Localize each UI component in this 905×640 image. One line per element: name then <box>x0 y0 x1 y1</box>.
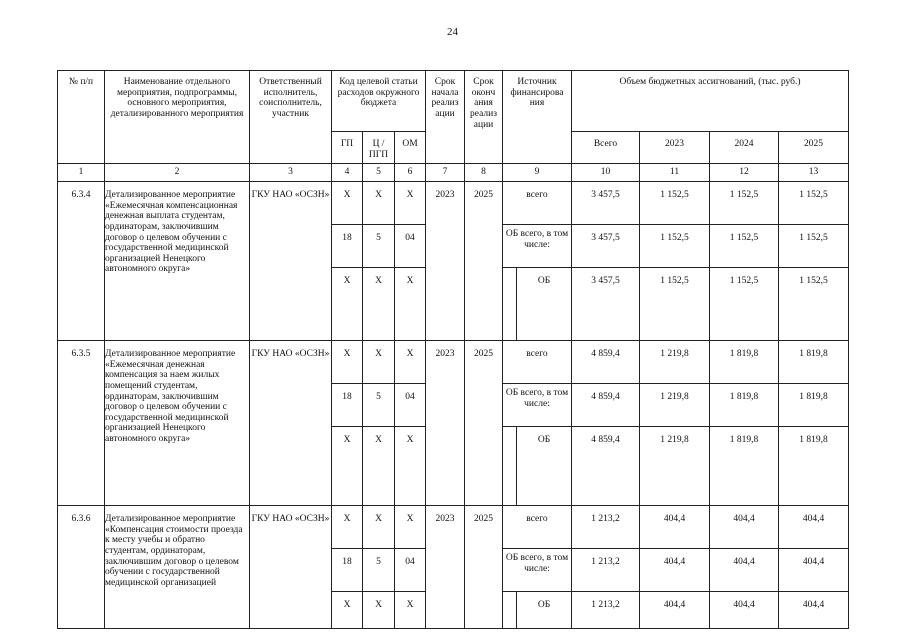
column-number: 13 <box>779 164 849 182</box>
code-c: 5 <box>363 225 395 268</box>
source: всего <box>503 341 572 384</box>
header-responsible: Ответственный исполнитель, соисполнитель, участник <box>250 71 332 164</box>
row-start: 2023 <box>426 506 465 629</box>
code-c: Х <box>363 592 395 629</box>
amount-year-3: 1 152,5 <box>779 225 849 268</box>
page-number: 24 <box>447 26 458 38</box>
column-number: 12 <box>710 164 779 182</box>
row-number: 6.3.5 <box>58 341 105 506</box>
code-c: 5 <box>363 549 395 592</box>
row-name: Детализированное мероприятие «Компенсация стоимости проезда к месту учебы и обратно студентам, ординаторам, заключившим договор о целевом обучении с государственной медицинской организацией <box>105 506 250 629</box>
code-c: Х <box>363 341 395 384</box>
source: всего <box>503 182 572 225</box>
code-c: 5 <box>363 384 395 427</box>
column-number: 2 <box>105 164 250 182</box>
code-om: Х <box>395 341 426 384</box>
amount-year-1: 404,4 <box>640 549 710 592</box>
code-om: Х <box>395 182 426 225</box>
amount-total: 4 859,4 <box>572 341 640 384</box>
code-c: Х <box>363 506 395 549</box>
amount-year-2: 404,4 <box>710 549 779 592</box>
row-start: 2023 <box>426 341 465 506</box>
code-gp: Х <box>332 592 363 629</box>
amount-year-2: 404,4 <box>710 592 779 629</box>
code-gp: Х <box>332 182 363 225</box>
amount-year-2: 1 819,8 <box>710 341 779 384</box>
code-om: Х <box>395 506 426 549</box>
amount-year-3: 404,4 <box>779 592 849 629</box>
amount-total: 1 213,2 <box>572 506 640 549</box>
header-code: Код целевой статьи расходов окружного бюджета <box>332 71 426 132</box>
header-num: № п/п <box>58 71 105 164</box>
amount-year-2: 1 819,8 <box>710 384 779 427</box>
row-start: 2023 <box>426 182 465 341</box>
code-gp: Х <box>332 341 363 384</box>
row-end: 2025 <box>465 506 503 629</box>
column-number: 8 <box>465 164 503 182</box>
code-gp: 18 <box>332 225 363 268</box>
header-year-3: 2025 <box>779 132 849 164</box>
column-number: 10 <box>572 164 640 182</box>
column-number: 3 <box>250 164 332 182</box>
header-c: Ц / ПГП <box>363 132 395 164</box>
column-number: 11 <box>640 164 710 182</box>
source: ОБ <box>517 427 572 506</box>
amount-total: 3 457,5 <box>572 268 640 341</box>
amount-year-2: 1 819,8 <box>710 427 779 506</box>
amount-year-3: 1 819,8 <box>779 384 849 427</box>
row-name: Детализированное мероприятие «Ежемесячная денежная компенсация за наем жилых помещений студентам, ординаторам, заключившим договор о целевом обучении с государственной медицинской организацией Ненецкого автономного округа» <box>105 341 250 506</box>
code-gp: 18 <box>332 384 363 427</box>
row-number: 6.3.4 <box>58 182 105 341</box>
code-gp: Х <box>332 506 363 549</box>
amount-year-1: 1 219,8 <box>640 384 710 427</box>
amount-year-3: 404,4 <box>779 506 849 549</box>
amount-total: 3 457,5 <box>572 225 640 268</box>
source-indent <box>503 427 517 506</box>
source: всего <box>503 506 572 549</box>
column-number: 6 <box>395 164 426 182</box>
row-end: 2025 <box>465 341 503 506</box>
code-om: Х <box>395 268 426 341</box>
amount-year-3: 1 819,8 <box>779 427 849 506</box>
source: ОБ всего, в том числе: <box>503 225 572 268</box>
header-year-2: 2024 <box>710 132 779 164</box>
column-number: 5 <box>363 164 395 182</box>
budget-table <box>57 70 849 629</box>
column-number: 1 <box>58 164 105 182</box>
amount-year-1: 404,4 <box>640 592 710 629</box>
header-source: Источник финансирова ния <box>503 71 572 164</box>
source: ОБ всего, в том числе: <box>503 384 572 427</box>
header-start: Срок начала реализ ации <box>426 71 465 164</box>
column-number: 7 <box>426 164 465 182</box>
amount-total: 3 457,5 <box>572 182 640 225</box>
amount-year-2: 404,4 <box>710 506 779 549</box>
column-number: 9 <box>503 164 572 182</box>
amount-year-3: 1 152,5 <box>779 268 849 341</box>
code-om: Х <box>395 592 426 629</box>
amount-year-2: 1 152,5 <box>710 268 779 341</box>
source-indent <box>503 592 517 629</box>
amount-year-3: 404,4 <box>779 549 849 592</box>
source: ОБ всего, в том числе: <box>503 549 572 592</box>
source: ОБ <box>517 268 572 341</box>
header-budget: Объем бюджетных ассигнований, (тыс. руб.) <box>572 71 849 132</box>
amount-year-1: 404,4 <box>640 506 710 549</box>
row-responsible: ГКУ НАО «ОСЗН» <box>250 182 332 341</box>
code-om: 04 <box>395 225 426 268</box>
row-number: 6.3.6 <box>58 506 105 629</box>
amount-year-1: 1 152,5 <box>640 225 710 268</box>
amount-year-3: 1 819,8 <box>779 341 849 384</box>
header-year-1: 2023 <box>640 132 710 164</box>
code-om: 04 <box>395 549 426 592</box>
header-end: Срок оконч ания реализ ации <box>465 71 503 164</box>
amount-year-3: 1 152,5 <box>779 182 849 225</box>
code-gp: 18 <box>332 549 363 592</box>
header-name: Наименование отдельного мероприятия, подпрограммы, основного мероприятия, детализированного мероприятия <box>105 71 250 164</box>
source-indent <box>503 268 517 341</box>
code-gp: Х <box>332 268 363 341</box>
amount-total: 1 213,2 <box>572 592 640 629</box>
code-c: Х <box>363 268 395 341</box>
header-gp: ГП <box>332 132 363 164</box>
code-gp: Х <box>332 427 363 506</box>
amount-year-1: 1 152,5 <box>640 182 710 225</box>
amount-year-1: 1 219,8 <box>640 341 710 384</box>
row-end: 2025 <box>465 182 503 341</box>
header-total: Всего <box>572 132 640 164</box>
source: ОБ <box>517 592 572 629</box>
column-number: 4 <box>332 164 363 182</box>
row-responsible: ГКУ НАО «ОСЗН» <box>250 341 332 506</box>
code-c: Х <box>363 182 395 225</box>
amount-year-2: 1 152,5 <box>710 182 779 225</box>
amount-total: 1 213,2 <box>572 549 640 592</box>
amount-total: 4 859,4 <box>572 427 640 506</box>
amount-year-2: 1 152,5 <box>710 225 779 268</box>
amount-year-1: 1 152,5 <box>640 268 710 341</box>
code-om: 04 <box>395 384 426 427</box>
code-om: Х <box>395 427 426 506</box>
code-c: Х <box>363 427 395 506</box>
row-responsible: ГКУ НАО «ОСЗН» <box>250 506 332 629</box>
amount-total: 4 859,4 <box>572 384 640 427</box>
header-om: ОМ <box>395 132 426 164</box>
amount-year-1: 1 219,8 <box>640 427 710 506</box>
row-name: Детализированное мероприятие «Ежемесячная компенсационная денежная выплата студентам, ординаторам, заключившим договор о целевом обучении с государственной медицинской организацией Ненецкого автономного округа» <box>105 182 250 341</box>
